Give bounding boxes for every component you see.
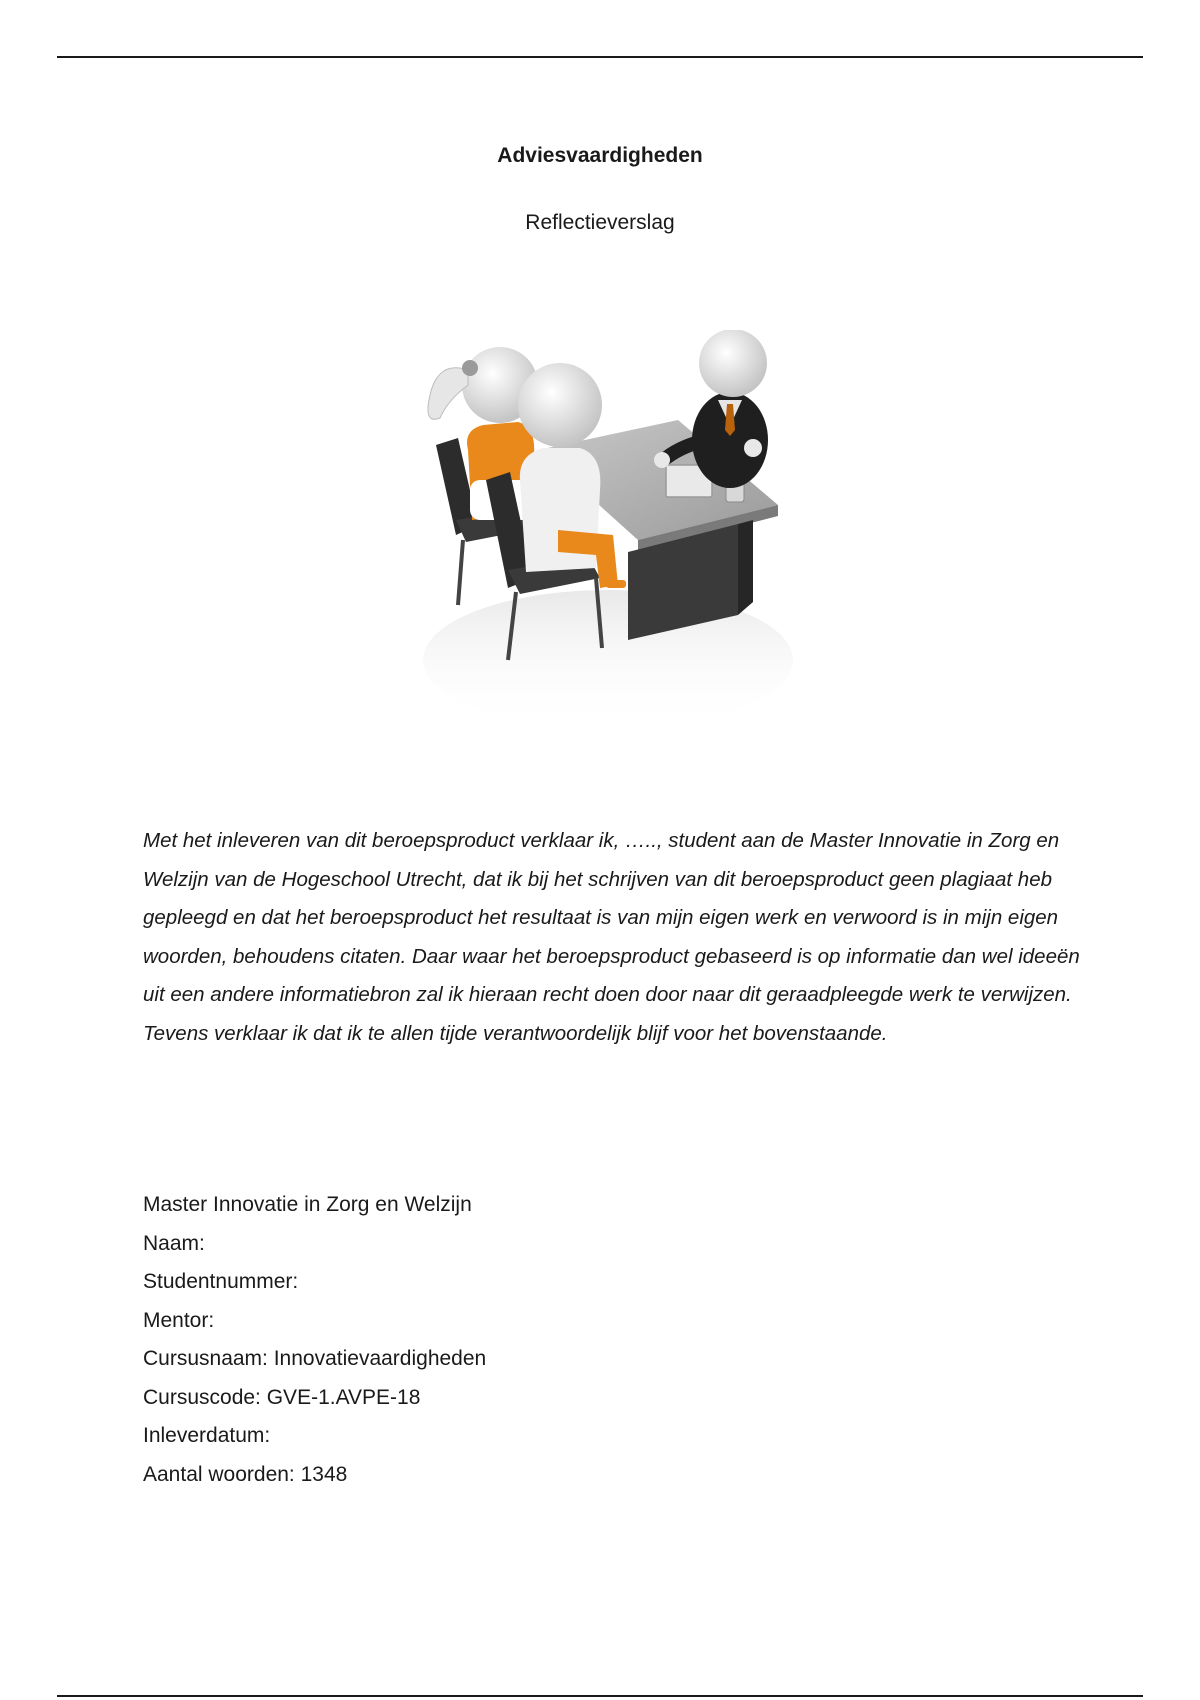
- info-submission-date: Inleverdatum:: [143, 1424, 271, 1447]
- info-student-number: Studentnummer:: [143, 1270, 299, 1293]
- header-rule: [57, 56, 1143, 58]
- declaration-text: Met het inleveren van dit beroepsproduct verklaar ik, ….., student aan de Master Innovatie in Zorg en Welzijn van de Hogeschool Utrecht, dat ik bij het schrijven van dit beroepsproduct geen plagiaat heb gepleegd en dat het beroepsproduct het resultaat is van mijn eigen werk en verwoord is in mijn eigen woorden, behoudens citaten. Daar waar het beroepsproduct gebaseerd is op informatie dan wel ideeën uit een andere informatiebron zal ik hieraan recht doen door naar dit geraadpleegde werk te verwijzen. Tevens verklaar ik dat ik te allen tijde verantwoordelijk blijf voor het bovenstaande.: [143, 829, 1080, 1045]
- info-program: Master Innovatie in Zorg en Welzijn: [143, 1193, 472, 1216]
- document-title: Adviesvaardigheden: [497, 144, 703, 167]
- document-subtitle: Reflectieverslag: [525, 211, 675, 234]
- info-mentor: Mentor:: [143, 1308, 215, 1332]
- meeting-illustration-icon: [408, 330, 798, 740]
- info-name: Naam:: [143, 1231, 205, 1255]
- student-info: [143, 1186, 1043, 1494]
- footer-rule: [57, 1695, 1143, 1697]
- info-word-count: Aantal woorden: 1348: [143, 1462, 348, 1486]
- info-course-name: Cursusnaam: Innovatievaardigheden: [143, 1347, 487, 1370]
- info-course-code: Cursuscode: GVE-1.AVPE-18: [143, 1385, 421, 1409]
